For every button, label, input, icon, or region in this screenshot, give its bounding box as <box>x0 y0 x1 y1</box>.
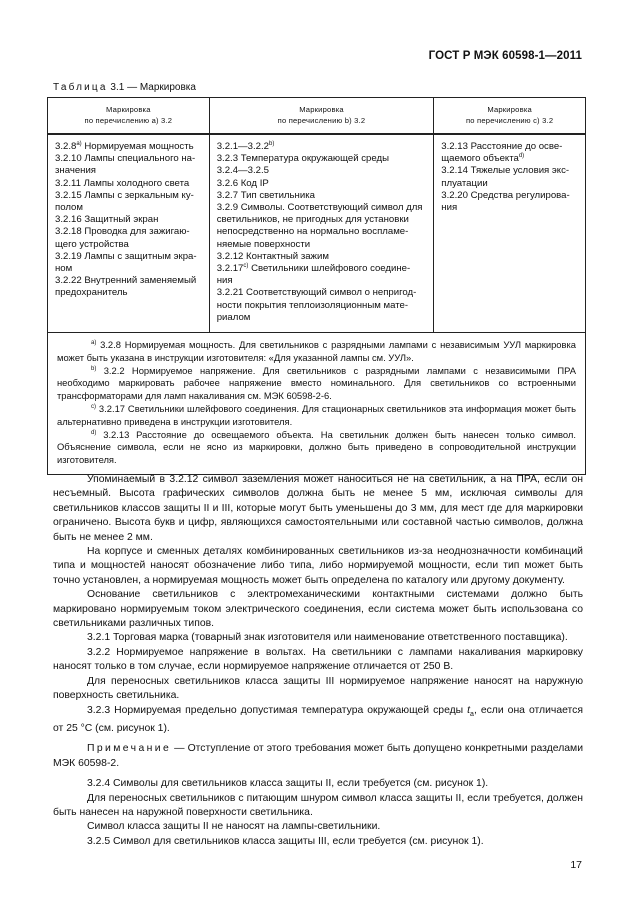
table-line: 3.2.7 Тип светильника <box>216 189 315 201</box>
table-line: значения <box>55 165 97 177</box>
table-column-b <box>209 134 434 333</box>
table-line: полом <box>55 202 83 214</box>
table-line: непосредственно на нормально воспламе- <box>216 226 409 238</box>
table-line: 3.2.18 Проводка для зажигаю- <box>55 226 190 238</box>
footnote: $^{a)}$ 3.2.8 Нормируемая мощность. Для светильников с разрядными лампами с независимым УУЛ маркировка может быть указана в инструкции изготовителя: «Для указанной лампы см. УУЛ». <box>57 339 576 363</box>
paragraph: 3.2.3 Нормируемая предельно допустимая температура окружающей среды $t_a$, если она отличается от 25 °С (см. рисунок 1). <box>53 704 583 734</box>
table-column-c <box>434 134 586 333</box>
table-line: 3.2.21 Соответствующий символ о непригод- <box>216 287 417 299</box>
table-line: 3.2.3 Температура окружающей среды <box>216 153 390 165</box>
paragraph: Для переносных светильников с питающим шнуром символ класса защиты II, если требуется, должен быть нанесен на наружной поверхности светильника. <box>53 792 583 819</box>
note-paragraph: Примечание — Отступление от этого требования может быть допущено конкретными разделами МЭК 60598-2. <box>53 743 583 769</box>
marking-table <box>47 97 586 475</box>
table-line: 3.2.20 Средства регулирова- <box>441 189 570 201</box>
note-label: Примечание <box>87 743 172 755</box>
paragraph: Символ класса защиты II не наносят на лампы-светильники. <box>87 821 381 833</box>
document-body <box>53 473 583 849</box>
table-line: ности покрытия теплоизоляционным мате- <box>216 299 409 311</box>
temp-variable: t <box>467 704 471 716</box>
table-caption-title: 3.1 — Маркировка <box>107 82 196 93</box>
table-line: 3.2.19 Лампы с защитным экра- <box>55 250 197 262</box>
table-line: 3.2.4—3.2.5 <box>216 165 269 177</box>
footnote: $^{b)}$ 3.2.2 Нормируемое напряжение. Для светильников с разрядными лампами с независимыми ПРА необходимо маркировать рабочее напряжение вместо номинального. Для светильников со встроенными трансформаторами для ламп накаливания см. МЭК 60598-2-6. <box>57 364 576 402</box>
footnote: $^{d)}$ 3.2.13 Расстояние до освещаемого объекта. На светильник должен быть нанесен только символ. Объяснение символа, если не ясно из маркировки, должно быть приведено в сопроводительной инструкции изготовителя. <box>57 428 576 466</box>
table-caption <box>53 82 196 93</box>
paragraph: Упоминаемый в 3.2.12 символ заземления может наноситься не на светильник, а на ПРА, если он несъемный. Высота графических символов должна быть не менее 5 мм, исключая символы для светильников классов защиты II и III, которые могут быть уменьшены до 3 мм, для мест где для маркировки ограничено. Высота букв и цифр, являющихся самостоятельными или составной частью символов, должна быть не менее 2 мм. <box>53 474 583 543</box>
table-column-a <box>48 134 210 333</box>
table-line: ния <box>216 275 233 287</box>
table-line: 3.2.6 Код IP <box>216 177 269 189</box>
table-header-cell: Маркировка по перечислению с) 3.2 <box>434 98 586 135</box>
table-line: 3.2.10 Лампы специального на- <box>55 153 196 165</box>
table-line: плуатации <box>441 177 488 189</box>
table-line: няемые поверхности <box>216 238 311 250</box>
table-line: ния <box>441 202 458 214</box>
table-header-cell: Маркировка по перечислению а) 3.2 <box>48 98 210 135</box>
paragraph: На корпусе и сменных деталях комбинированных светильников из-за неоднозначности комбинаций типа и мощностей наносят обозначение либо типа, либо нормируемой мощности, если тип может быть точно установлен, а нормируемая мощность может быть определена по каталогу или другому документу. <box>53 546 583 586</box>
table-line: 3.2.8$^{a)}$ Нормируемая мощность <box>55 141 194 152</box>
table-line: риалом <box>216 311 251 323</box>
footnote: $^{c)}$ 3.2.17 Светильники шлейфового соединения. Для стационарных светильников эта информация может быть альтернативно приведена в инструкции изготовителя. <box>57 403 576 427</box>
table-line: щего устройства <box>55 238 129 250</box>
page-number: 17 <box>570 859 582 871</box>
document-header: ГОСТ Р МЭК 60598-1—2011 <box>428 50 582 62</box>
table-caption-label: Таблица <box>53 82 108 93</box>
table-line: 3.2.17$^{c)}$ Светильники шлейфового соедине- <box>216 263 411 275</box>
table-line: 3.2.16 Защитный экран <box>55 214 159 226</box>
table-line: 3.2.11 Лампы холодного света <box>55 177 190 189</box>
table-line: 3.2.15 Лампы с зеркальным ку- <box>55 189 194 201</box>
paragraph: Для переносных светильников класса защиты III нормируемое напряжение наносят на наружную поверхность светильника. <box>53 675 583 702</box>
paragraph: 3.2.2 Нормируемое напряжение в вольтах. На светильники с лампами накаливания маркировку наносят только в том случае, если нормируемое напряжение отличается от 250 В. <box>53 646 583 673</box>
paragraph: Основание светильников с электромеханическими контактными системами должно быть маркировано нормируемым током электрического соединения, если система может быть использована со светильниками различных типов. <box>53 589 583 630</box>
table-line: 3.2.9 Символы. Соответствующий символ для <box>216 202 423 214</box>
table-line: предохранитель <box>55 287 128 299</box>
table-line: ном <box>55 263 73 275</box>
table-footnotes <box>48 333 586 475</box>
table-line: светильников, не пригодных для установки <box>216 214 409 226</box>
table-line: 3.2.14 Тяжелые условия экс- <box>441 165 570 177</box>
table-header-cell: Маркировка по перечислению b) 3.2 <box>209 98 434 135</box>
table-line: 3.2.13 Расстояние до осве- <box>441 141 563 152</box>
table-line: 3.2.12 Контактный зажим <box>216 250 329 262</box>
table-line: 3.2.22 Внутренний заменяемый <box>55 275 197 287</box>
paragraph: 3.2.5 Символ для светильников класса защиты III, если требуется (см. рисунок 1). <box>87 835 484 847</box>
paragraph: 3.2.1 Торговая марка (товарный знак изготовителя или наименование ответственного поставщика). <box>87 632 568 644</box>
table-line: 3.2.1—3.2.2$^{b)}$ <box>216 141 275 152</box>
table-line: щаемого объекта$^{d)}$ <box>441 153 525 165</box>
paragraph: 3.2.4 Символы для светильников класса защиты II, если требуется (см. рисунок 1). <box>87 778 489 790</box>
